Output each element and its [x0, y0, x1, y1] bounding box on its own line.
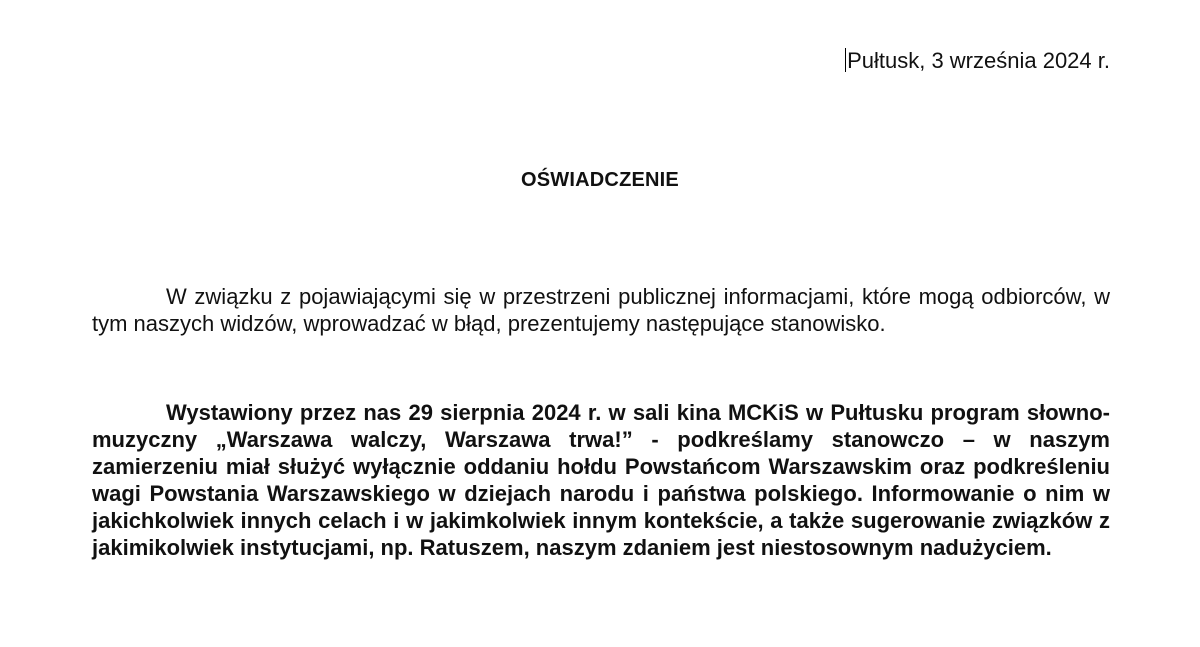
dateline-text: Pułtusk, 3 września 2024 r. — [847, 48, 1110, 73]
dateline[interactable] — [845, 47, 1110, 75]
text-cursor — [845, 48, 846, 72]
paragraph-statement: Wystawiony przez nas 29 sierpnia 2024 r. w sali kina MCKiS w Pułtusku program słowno-muzyczny „Warszawa walczy, Warszawa trwa!” - podkreślamy stanowczo – w naszym zamierzeniu miał służyć wyłącznie oddaniu hołdu Powstańcom Warszawskim oraz podkreśleniu wagi Powstania Warszawskiego w dziejach narodu i państwa polskiego. Informowanie o nim w jakichkolwiek innych celach i w jakimkolwiek innym kontekście, a także sugerowanie związków z jakimikolwiek instytucjami, np. Ratuszem, naszym zdaniem jest niestosownym nadużyciem. — [92, 400, 1110, 560]
paragraph-intro: W związku z pojawiającymi się w przestrzeni publicznej informacjami, które mogą odbiorców, w tym naszych widzów, wprowadzać w błąd, prezentujemy następujące stanowisko. — [92, 284, 1110, 336]
document-title: OŚWIADCZENIE — [521, 169, 679, 191]
